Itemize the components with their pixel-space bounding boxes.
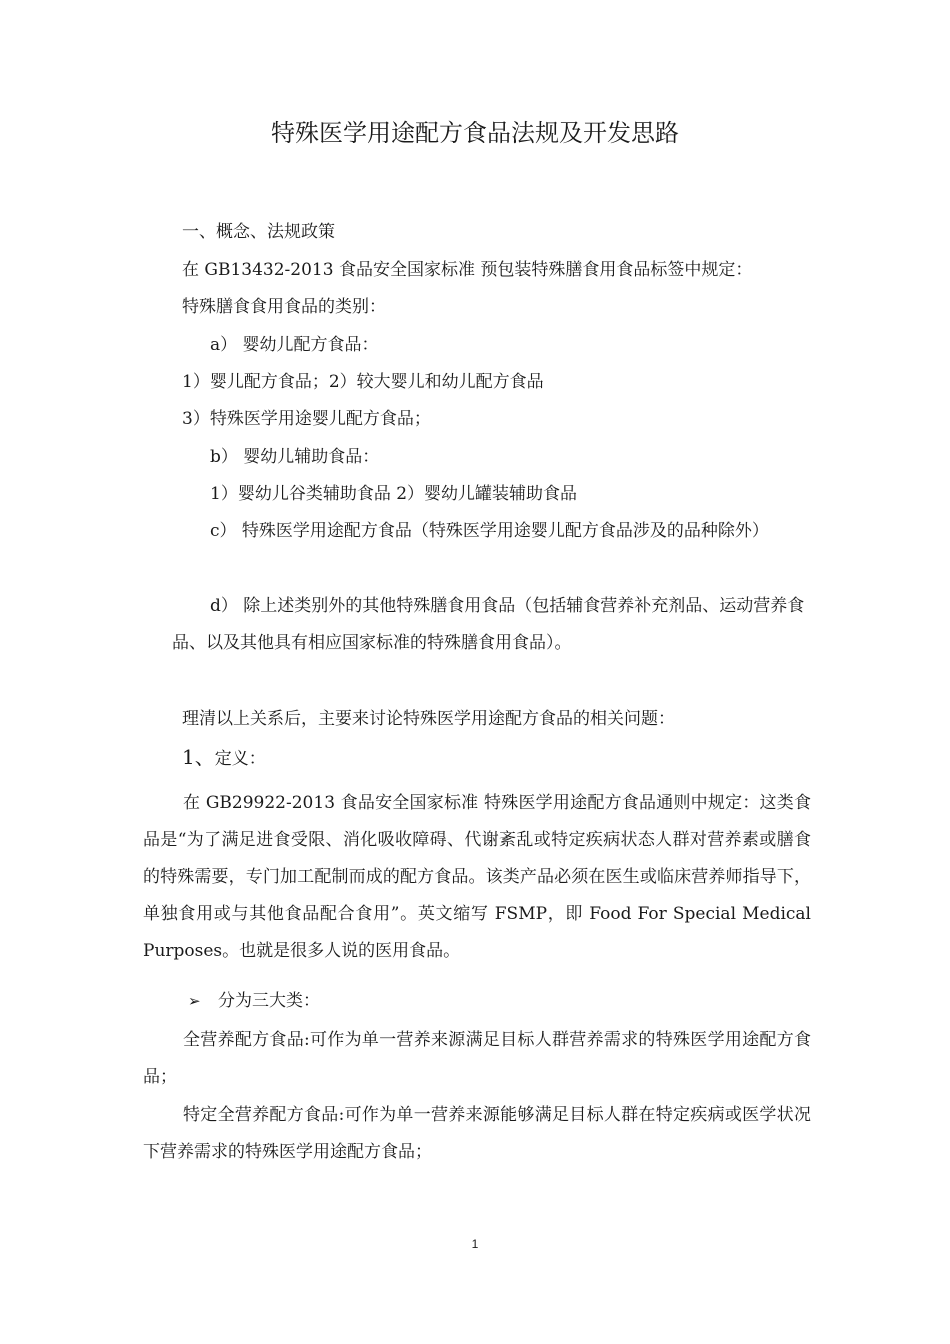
definition-label: 定义：	[214, 749, 266, 769]
full-nutrition-paragraph: 全营养配方食品:可作为单一营养来源满足目标人群营养需求的特殊医学用途配方食品；	[143, 1030, 811, 1087]
category-a-label: a） 婴幼儿配方食品：	[210, 335, 379, 355]
category-a-items-2: 3）特殊医学用途婴儿配方食品；	[182, 409, 431, 429]
category-a-items-1: 1）婴儿配方食品；2）较大婴儿和幼儿配方食品	[182, 372, 544, 392]
arrow-bullet-icon: ➢	[188, 992, 201, 1010]
definition-number: 1、	[182, 745, 215, 769]
intro-standard-line: 在 GB13432-2013 食品安全国家标准 预包装特殊膳食用食品标签中规定：	[182, 260, 753, 280]
document-title: 特殊医学用途配方食品法规及开发思路	[271, 119, 679, 147]
section-heading-concepts: 一、概念、法规政策	[182, 222, 335, 242]
category-b-label: b） 婴幼儿辅助食品：	[210, 447, 380, 467]
clarify-line: 理清以上关系后，主要来讨论特殊医学用途配方食品的相关问题：	[182, 709, 675, 729]
categories-label: 分为三大类：	[218, 991, 320, 1011]
specific-full-nutrition-paragraph: 特定全营养配方食品:可作为单一营养来源能够满足目标人群在特定疾病或医学状况下营养需求的特殊医学用途配方食品；	[143, 1105, 811, 1162]
category-c-text: c） 特殊医学用途配方食品（特殊医学用途婴儿配方食品涉及的品种除外）	[210, 521, 769, 541]
category-d-text: d） 除上述类别外的其他特殊膳食用食品（包括辅食营养补充剂品、运动营养食品、以及其他具有相应国家标准的特殊膳食用食品）。	[172, 596, 805, 653]
definition-paragraph: 在 GB29922-2013 食品安全国家标准 特殊医学用途配方食品通则中规定：这类食品是“为了满足进食受限、消化吸收障碍、代谢紊乱或特定疾病状态人群对营养素或膳食的特殊需要，专门加工配制而成的配方食品。该类产品必须在医生或临床营养师指导下，单独食用或与其他食品配合食用”。英文缩写 FSMP，即 Food For Special Medical Purposes。也就是很多人说的医用食品。	[143, 793, 811, 961]
page-number: 1	[471, 1237, 479, 1251]
category-b-items: 1）婴幼儿谷类辅助食品 2）婴幼儿罐装辅助食品	[210, 484, 578, 504]
definition-heading	[182, 744, 266, 772]
intro-categories-line: 特殊膳食食用食品的类别：	[182, 297, 386, 317]
categories-bullet	[188, 988, 320, 1014]
